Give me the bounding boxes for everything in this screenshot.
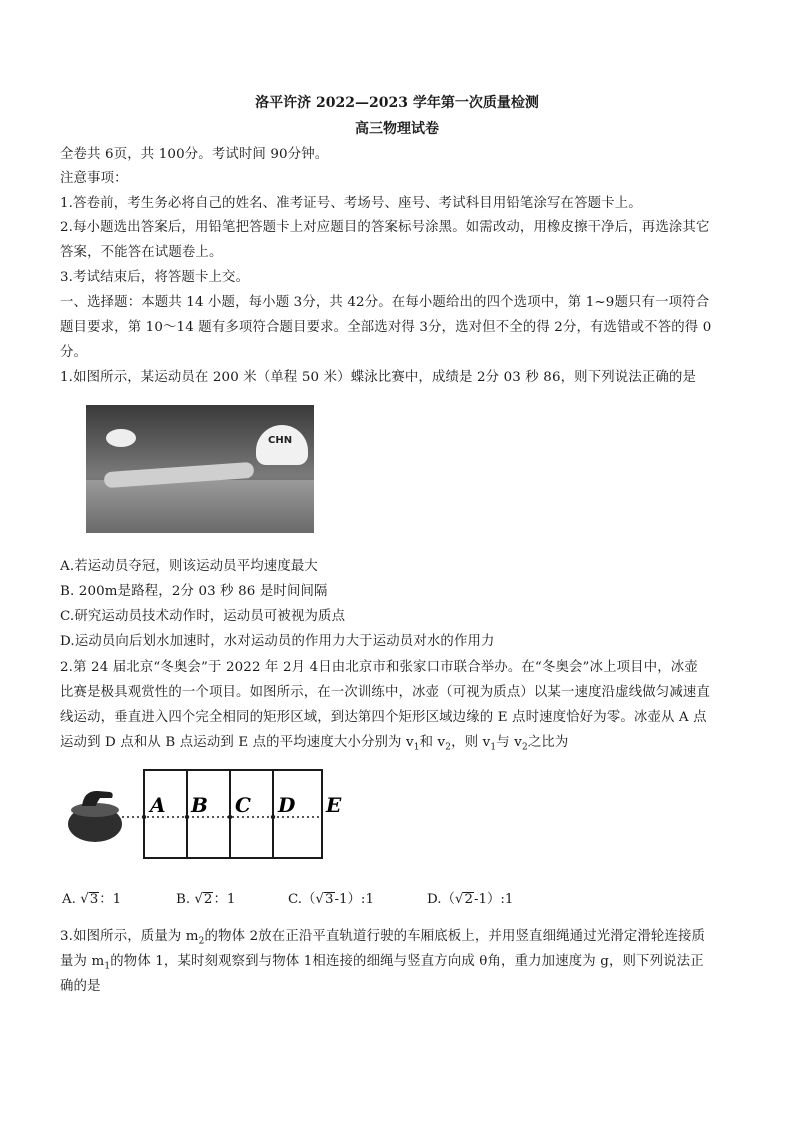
point-d-label: D [278, 793, 296, 817]
point-b-label: B [191, 793, 208, 817]
photo-water [86, 480, 314, 533]
q2-option-d-rest: -1）:1 [473, 892, 514, 907]
point-b-dot [185, 815, 189, 819]
q3-sub-m2: 2 [198, 936, 205, 947]
q2-line4-c: ，则 v [451, 735, 491, 750]
intro-total: 全卷共 6页，共 100分。考试时间 90分钟。 [60, 147, 329, 162]
q2-line4 [60, 731, 568, 753]
q2-option-d: D.（√2-1）:1 [427, 892, 514, 907]
q1-option-d: D.运动员向后划水加速时，水对运动员的作用力大于运动员对水的作用力 [60, 634, 495, 649]
section1-line1: 一、选择题：本题共 14 小题，每小题 3分，共 42分。在每小题给出的四个选项中，第 1~9题只有一项符合 [60, 295, 710, 310]
notice-2a: 2.每小题选出答案后，用铅笔把答题卡上对应题目的答案标号涂黑。如需改动，用橡皮擦干净后，再选涂其它 [60, 220, 710, 235]
q3-line2-a: 量为 m [60, 954, 105, 969]
q2-line1: 2.第 24 届北京“冬奥会”于 2022 年 2月 4日由北京市和张家口市联合举办。在“冬奥会”冰上项目中，冰壶 [60, 660, 698, 675]
notice-2b: 答案，不能答在试题卷上。 [60, 245, 223, 260]
q2-line4-a: 运动到 D 点和从 B 点运动到 E 点的平均速度大小分别为 v [60, 735, 414, 750]
q2-line4-e: 之比为 [527, 735, 569, 750]
point-c-label: C [235, 793, 251, 817]
q1-option-c: C.研究运动员技术动作时，运动员可被视为质点 [60, 609, 346, 624]
q2-option-a: A. √3：1 [62, 892, 122, 907]
point-a-dot [142, 815, 146, 819]
q2-line2: 比赛是极具观赏性的一个项目。如图所示，在一次训练中，冰壶（可视为质点）以某一速度沿虚线做匀减速直 [60, 685, 710, 700]
exam-subtitle: 高三物理试卷 [355, 121, 439, 137]
notice-title: 注意事项： [60, 171, 128, 186]
q3-line1-a: 3.如图所示，质量为 m [60, 929, 199, 944]
q2-option-a-radicand: 3 [89, 892, 99, 907]
photo-cap-text: CHN [268, 435, 293, 446]
q2-option-a-rest: ：1 [99, 892, 122, 907]
q2-option-c-radicand: 3 [324, 892, 334, 907]
notice-3: 3.考试结束后，将答题卡上交。 [60, 270, 250, 285]
q2-option-b-radicand: 2 [203, 892, 213, 907]
q2-option-b: B. √2：1 [176, 892, 236, 907]
q2-option-c-rest: -1）:1 [334, 892, 374, 907]
q2-sub-v1: 1 [413, 742, 420, 753]
q2-option-d-radicand: 2 [464, 892, 473, 907]
point-c-dot [228, 815, 232, 819]
point-e-label: E [326, 793, 342, 817]
q2-sub-v2: 2 [445, 742, 452, 753]
q2-option-a-label: A. [62, 892, 76, 907]
photo-cap-left [106, 429, 136, 447]
q2-sub-v2b: 2 [521, 742, 528, 753]
q2-option-b-label: B. [176, 892, 191, 907]
q3-line2-b: 的物体 1，某时刻观察到与物体 1相连接的细绳与竖直方向成 θ角，重力加速度为 g，则下列说法正 [110, 954, 704, 969]
q2-option-b-rest: ：1 [213, 892, 236, 907]
q2-sub-v1b: 1 [490, 742, 497, 753]
q3-sub-m1: 1 [104, 961, 111, 972]
curling-diagram [60, 760, 360, 870]
section1-line2: 题目要求，第 10～14 题有多项符合题目要求。全部选对得 3分，选对但不全的得 2分，有选错或不答的得 0 [60, 320, 712, 335]
q1-option-a: A.若运动员夺冠，则该运动员平均速度最大 [60, 559, 318, 574]
q2-option-d-label: D.（ [427, 892, 455, 907]
q3-line3: 确的是 [60, 979, 101, 994]
curling-stone-icon [68, 791, 122, 842]
q3-line1-b: 的物体 2放在正沿平直轨道行驶的车厢底板上，并用竖直细绳通过光滑定滑轮连接质 [204, 929, 706, 944]
q3-line1 [60, 925, 705, 947]
point-a-label: A [150, 793, 166, 817]
swimmer-photo [86, 405, 314, 533]
photo-cap [256, 425, 308, 465]
point-d-dot [271, 815, 275, 819]
q3-line2 [60, 950, 704, 972]
q1-option-b: B. 200m是路程，2分 03 秒 86 是时间间隔 [60, 584, 328, 599]
section1-line3: 分。 [60, 345, 88, 360]
notice-1: 1.答卷前，考生务必将自己的姓名、准考证号、考场号、座号、考试科目用铅笔涂写在答题卡上。 [60, 196, 642, 211]
q2-option-c: C.（√3-1）:1 [288, 892, 374, 907]
q2-line4-b: 和 v [419, 735, 446, 750]
q2-line3: 线运动，垂直进入四个完全相同的矩形区域，到达第四个矩形区域边缘的 E 点时速度恰好为零。冰壶从 A 点 [60, 710, 707, 725]
exam-title: 洛平许济 2022—2023 学年第一次质量检测 [255, 95, 539, 111]
q1-stem: 1.如图所示，某运动员在 200 米（单程 50 米）蝶泳比赛中，成绩是 2分 03 秒 86，则下列说法正确的是 [60, 370, 697, 385]
q2-line4-d: 与 v [496, 735, 522, 750]
q2-option-c-label: C.（ [288, 892, 316, 907]
